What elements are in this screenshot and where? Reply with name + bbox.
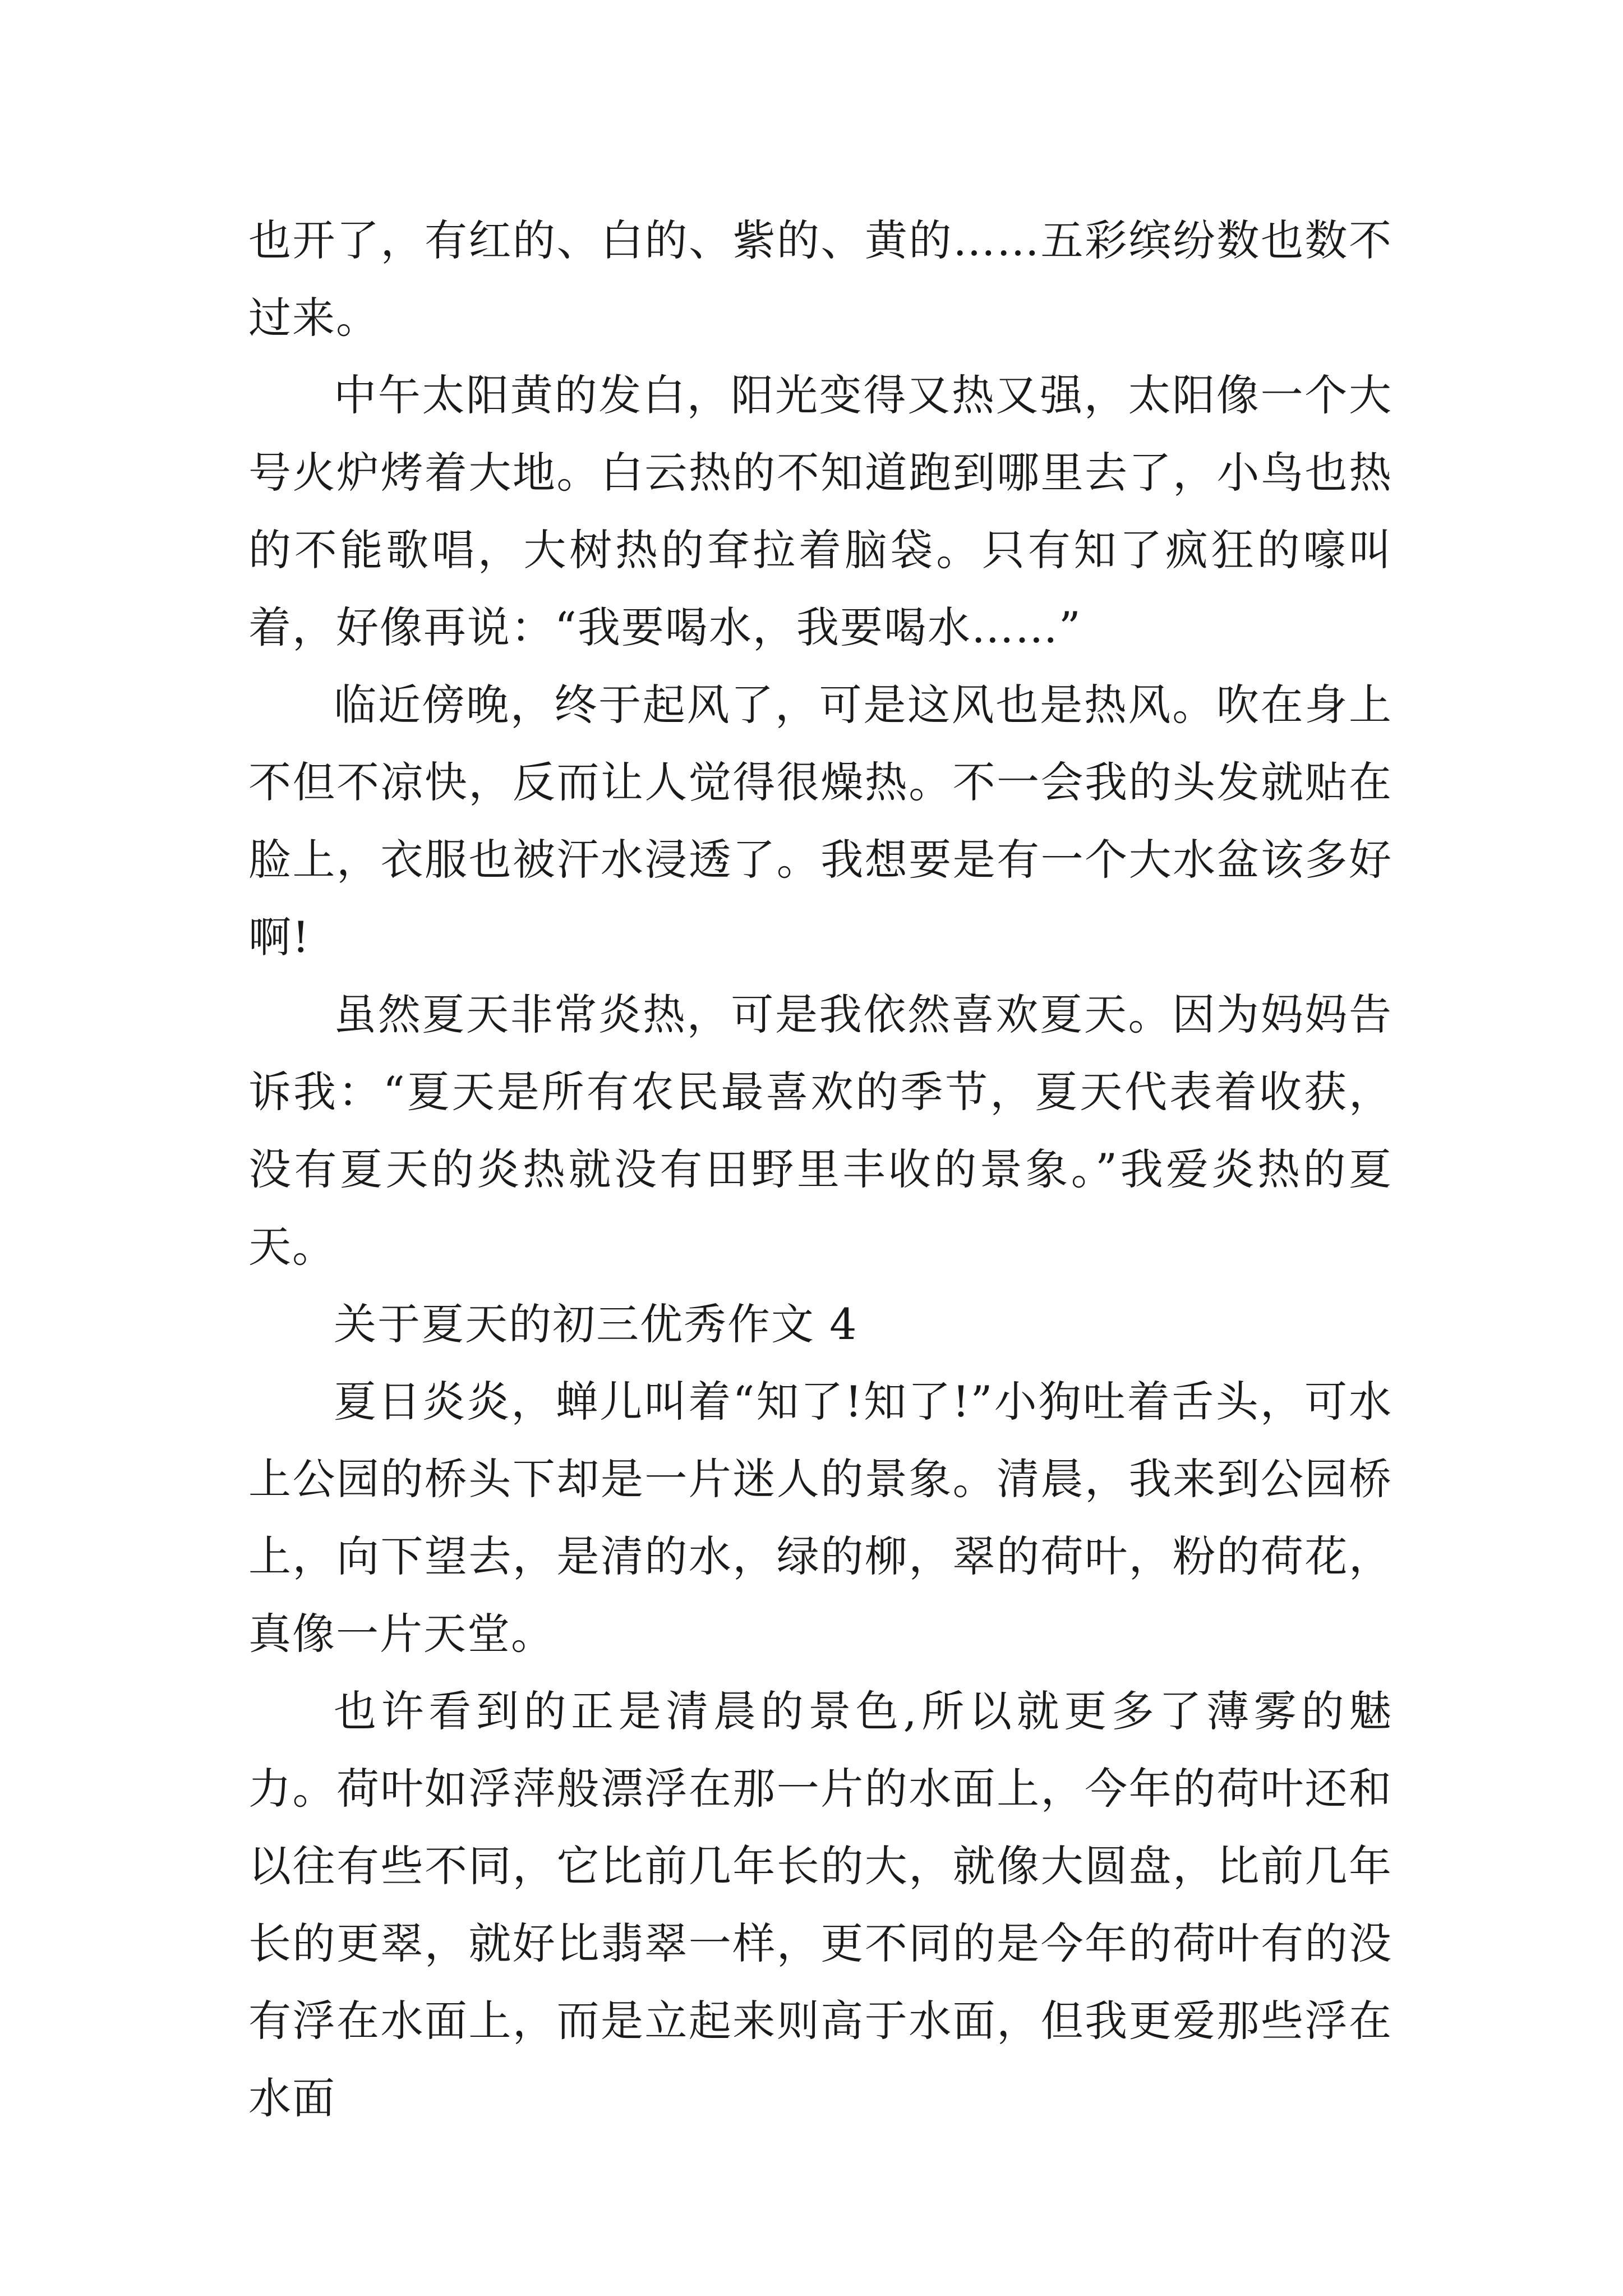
essay-heading: 关于夏天的初三优秀作文 4 — [334, 1299, 858, 1349]
paragraph-summer-day: 夏日炎炎，蝉儿叫着“知了!知了!”小狗吐着舌头，可水上公园的桥头下却是一片迷人的景象。清晨，我来到公园桥上，向下望去，是清的水，绿的柳，翠的荷叶，粉的荷花，真像一片天堂。 — [248, 1377, 1393, 1659]
paragraph-conclusion: 虽然夏天非常炎热，可是我依然喜欢夏天。因为妈妈告诉我：“夏天是所有农民最喜欢的季节，夏天代表着收获，没有夏天的炎热就没有田野里丰收的景象。”我爱炎热的夏天。 — [248, 990, 1393, 1272]
paragraph-continuation: 也开了，有红的、白的、紫的、黄的……五彩缤纷数也数不过来。 — [248, 215, 1393, 343]
paragraph-lotus-leaves: 也许看到的正是清晨的景色,所以就更多了薄雾的魅力。荷叶如浮萍般漂浮在那一片的水面上，今年的荷叶还和以往有些不同，它比前几年长的大，就像大圆盘，比前几年长的更翠，就好比翡翠一样，更不同的是今年的荷叶有的没有浮在水面上，而是立起来则高于水面，但我更爱那些浮在水面 — [248, 1686, 1393, 2123]
essay-body — [248, 202, 1393, 2137]
paragraph-evening: 临近傍晚，终于起风了，可是这风也是热风。吹在身上不但不凉快，反而让人觉得很燥热。不一会我的头发就贴在脸上，衣服也被汗水浸透了。我想要是有一个大水盆该多好啊! — [248, 680, 1393, 962]
paragraph-noon: 中午太阳黄的发白，阳光变得又热又强，太阳像一个大号火炉烤着大地。白云热的不知道跑到哪里去了，小鸟也热的不能歌唱，大树热的耷拉着脑袋。只有知了疯狂的嚎叫着，好像再说：“我要喝水，我要喝水……” — [248, 370, 1393, 652]
